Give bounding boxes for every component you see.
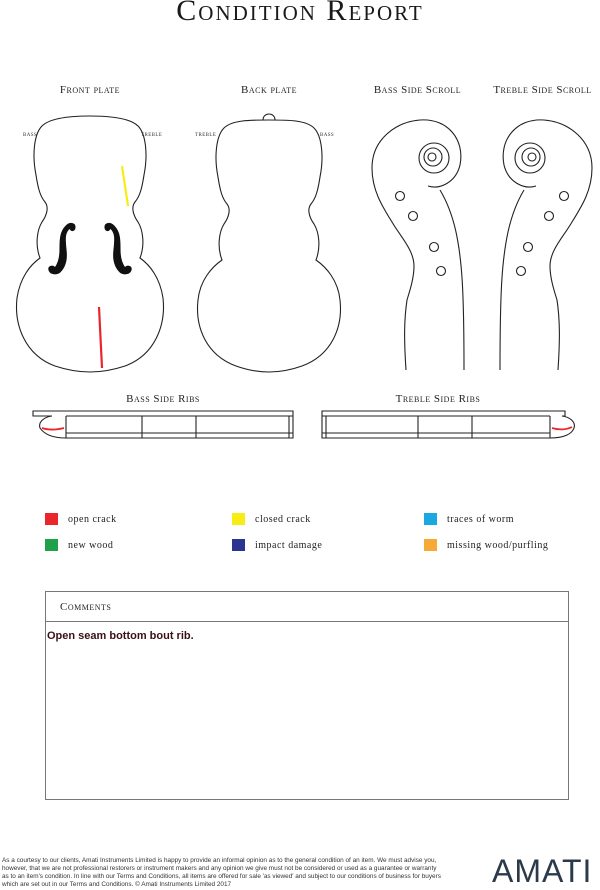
- legend-label: new wood: [68, 539, 114, 551]
- treble-scroll-outline: [500, 120, 592, 370]
- back-plate-outline: [198, 120, 341, 372]
- legend-label: open crack: [68, 513, 117, 525]
- back-treble-label: treble: [195, 130, 217, 138]
- f-hole-right: [105, 223, 131, 273]
- bass-side-ribs-drawing: [33, 411, 293, 438]
- open-seam-mark-bass-ribs: [42, 428, 64, 430]
- legend-missing-wood: [424, 539, 548, 551]
- treble-side-ribs-drawing: [322, 411, 574, 438]
- comments-box: [45, 591, 569, 800]
- bass-scroll-outline: [372, 120, 464, 370]
- disclaimer-text: As a courtesy to our clients, Amati Instruments Limited is happy to provide an informal opinion as to the general condition of an item. We must advise you, however, that we are not professional restorers or instrument makers and any opinion we give must not be considered or used as a guarantee or warranty as to an item's condition. In line with our Terms and Conditions, all items are offered for sale 'as viewed' and subject to our conditions of business for buyers which are set out in our Terms and Conditions. © Amati Instruments Limited 2017: [2, 857, 441, 888]
- swatch-navy: [232, 539, 245, 551]
- front-treble-label: treble: [141, 130, 163, 138]
- front-bass-label: bass: [23, 130, 38, 138]
- page-title: Condition Report: [176, 0, 424, 27]
- legend-traces-of-worm: [424, 513, 514, 525]
- legend-label: traces of worm: [447, 513, 514, 525]
- treble-side-ribs-label: Treble Side Ribs: [395, 393, 481, 405]
- legend-label: missing wood/purfling: [447, 539, 549, 551]
- back-button: [263, 114, 275, 120]
- front-plate-outline: [17, 116, 164, 372]
- open-crack-mark-front: [99, 307, 102, 368]
- swatch-blue: [424, 513, 437, 525]
- swatch-yellow: [232, 513, 245, 525]
- f-hole-left: [49, 223, 75, 273]
- comments-text[interactable]: Open seam bottom bout rib.: [47, 630, 194, 642]
- legend-label: impact damage: [255, 539, 323, 551]
- legend-closed-crack: [232, 513, 311, 525]
- legend-open-crack: [45, 513, 117, 525]
- back-bass-label: bass: [320, 130, 335, 138]
- treble-side-scroll-label: Treble Side Scroll: [493, 84, 592, 96]
- brand-logo: AMATI: [492, 853, 593, 889]
- open-seam-mark-treble-ribs: [552, 427, 572, 429]
- closed-crack-mark-front: [122, 166, 128, 206]
- legend-impact-damage: [232, 539, 322, 551]
- front-plate-label: Front plate: [59, 84, 121, 96]
- comments-heading: Comments: [46, 592, 568, 622]
- bass-side-scroll-label: Bass Side Scroll: [373, 84, 462, 96]
- back-plate-label: Back plate: [241, 84, 297, 96]
- legend-label: closed crack: [255, 513, 311, 525]
- legend-new-wood: [45, 539, 113, 551]
- swatch-green: [45, 539, 58, 551]
- swatch-orange: [424, 539, 437, 551]
- swatch-red: [45, 513, 58, 525]
- bass-side-ribs-label: Bass Side Ribs: [126, 393, 200, 405]
